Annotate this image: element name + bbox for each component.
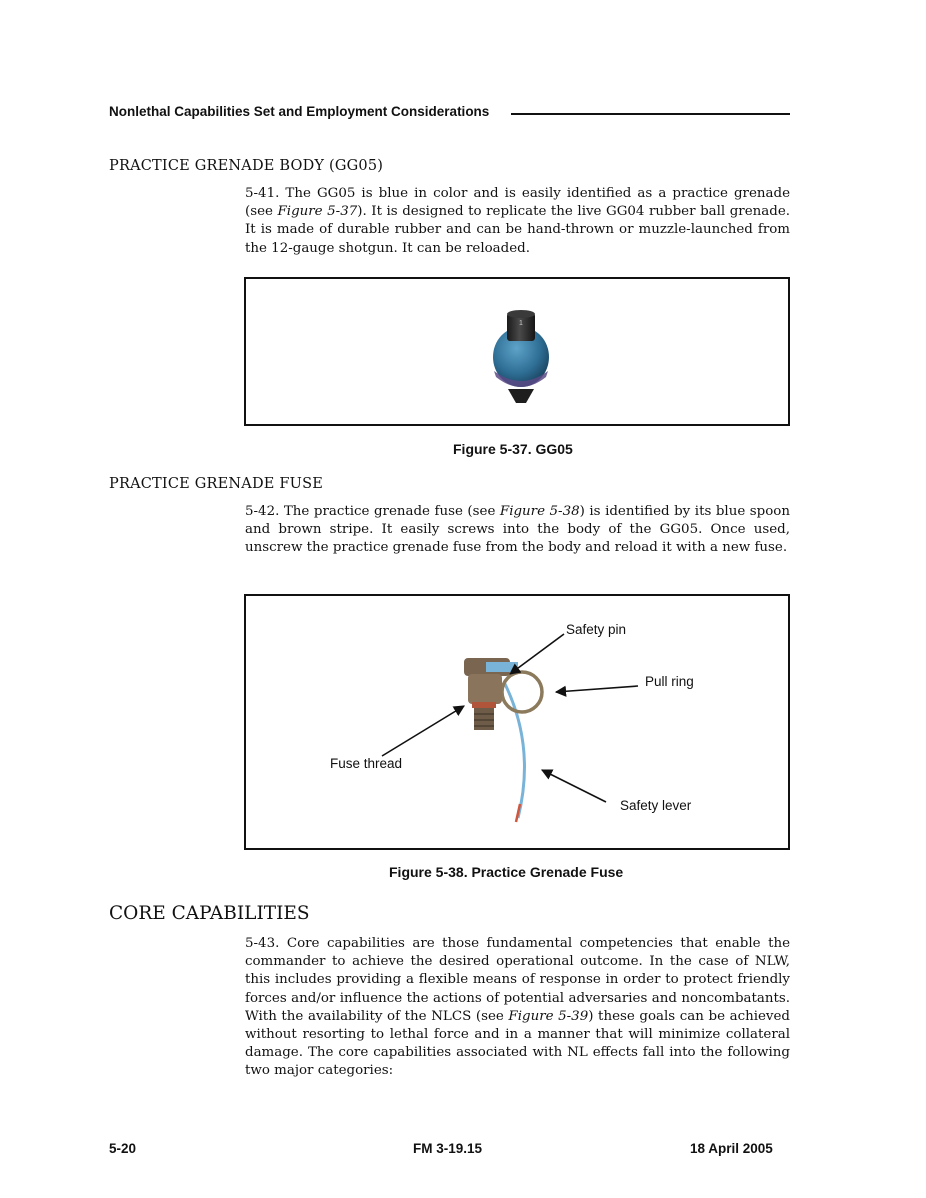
safety-lever-arrow — [542, 770, 606, 802]
safety-lever-shape — [504, 682, 524, 818]
section-heading-grenade-body: PRACTICE GRENADE BODY (GG05) — [109, 158, 384, 174]
paragraph-text: ) these goals can be achieved without resorting to lethal force and in a manner that will minimize collateral damage. The core capabilities associated with NL effects fall into the following two major categories: — [245, 1008, 790, 1079]
section-heading-grenade-fuse: PRACTICE GRENADE FUSE — [109, 476, 323, 492]
callout-safety-pin: Safety pin — [566, 622, 627, 637]
fuse-stripe — [472, 702, 496, 708]
paragraph-text: ) is identified by its blue spoon and brown stripe. It easily screws into the body of the GG05. Once used, unscrew the practice grenade fuse from the body and reload it with a new fuse. — [245, 504, 790, 556]
figure-5-37-frame — [244, 277, 790, 426]
fuse-housing — [468, 674, 502, 704]
figure-5-38-frame — [244, 594, 790, 850]
figure-5-37-caption: Figure 5-37. GG05 — [453, 441, 573, 457]
grenade-cap-marking: 1 — [519, 320, 523, 327]
header-rule — [511, 113, 790, 115]
section-heading-core-capabilities: CORE CAPABILITIES — [109, 903, 310, 924]
pull-ring-arrow — [556, 686, 638, 692]
paragraph-5-42 — [245, 503, 790, 558]
paragraph-text: 5-41. The GG05 is blue in color and is easily identified as a practice grenade (see — [245, 186, 790, 220]
safety-pin-arrow — [510, 634, 564, 674]
paragraph-text: ). It is designed to replicate the live GG04 rubber ball grenade. It is made of durable rubber and can be hand-thrown or muzzle-launched from the 12-gauge shotgun. It can be reloaded. — [245, 204, 790, 256]
callout-pull-ring: Pull ring — [645, 674, 694, 689]
figure-reference[interactable]: Figure 5-37 — [277, 204, 358, 220]
fuse-thread-arrow — [382, 706, 464, 756]
figure-5-38-caption: Figure 5-38. Practice Grenade Fuse — [389, 864, 624, 880]
footer-page-number: 5-20 — [109, 1141, 137, 1156]
paragraph-text: 5-42. The practice grenade fuse (see — [245, 504, 500, 519]
gg05-grenade-image — [246, 279, 788, 424]
figure-reference[interactable]: Figure 5-38 — [499, 504, 580, 519]
footer-date: 18 April 2005 — [690, 1141, 773, 1156]
grenade-bottom-tip — [508, 389, 534, 403]
paragraph-5-41 — [245, 185, 790, 258]
callout-safety-lever: Safety lever — [620, 798, 692, 813]
grenade-cap-top — [507, 310, 535, 318]
fuse-spoon — [486, 662, 518, 672]
practice-fuse-image — [246, 596, 788, 848]
callout-fuse-thread: Fuse thread — [330, 756, 403, 771]
paragraph-5-43 — [245, 935, 790, 1081]
running-header-title: Nonlethal Capabilities Set and Employment Considerations — [109, 104, 490, 119]
figure-reference[interactable]: Figure 5-39 — [508, 1008, 589, 1024]
paragraph-text: 5-43. Core capabilities are those fundamental competencies that enable the commander to achieve the desired operational outcome. In the case of NLW, this includes providing a flexible means of response in order to protect friendly forces and/or influence the actions of potential adversaries and noncombatants. With the availability of the NLCS (see — [245, 936, 790, 1024]
footer-manual-id: FM 3-19.15 — [413, 1141, 483, 1156]
